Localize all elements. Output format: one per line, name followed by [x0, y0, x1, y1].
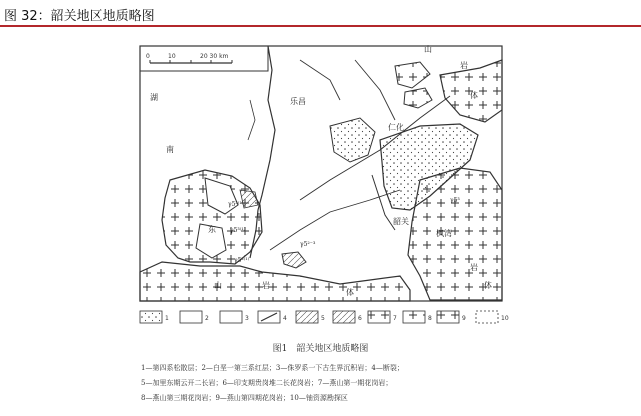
legend-box-8	[403, 311, 425, 323]
north-small-body	[395, 62, 430, 88]
label-ti-south: 体	[346, 288, 354, 297]
legend-num-2: 2	[205, 315, 209, 322]
label-south: 南	[166, 145, 174, 154]
label-dong: 东	[208, 225, 216, 234]
label-gamma-c: γ5²⁽¹⁾	[234, 257, 250, 264]
label-gamma-d: γ5³	[450, 197, 460, 204]
label-lake: 湖	[150, 93, 158, 102]
legend-box-2	[180, 311, 202, 323]
label-ti-se: 体	[484, 281, 492, 290]
legend-num-3: 3	[245, 315, 249, 322]
label-yan-se: 岩	[470, 263, 478, 272]
scale-tick-20-30: 20 30 km	[200, 53, 229, 60]
legend-box-10	[476, 311, 498, 323]
legend-box-3	[220, 311, 242, 323]
legend-text-line-1: 1—第四系松散层；2—白垩一第三系红层；3—侏罗系一下古生界沉积岩；4—断裂；	[141, 364, 404, 372]
legend-num-10: 10	[501, 315, 509, 322]
label-renhua: 仁化	[388, 123, 404, 132]
label-shaoguan: 韶关	[393, 217, 409, 226]
legend-box-7	[368, 311, 390, 323]
label-gamma-a: γ5³⁽¹⁾	[228, 201, 244, 208]
label-yan-ne: 岩	[460, 61, 468, 70]
label-fengwan: 枫湾	[436, 229, 452, 238]
southern-granite-belt	[140, 262, 410, 301]
label-yan-south: 岩	[262, 281, 270, 290]
label-gamma-e: γ5²⁻³	[300, 241, 316, 248]
scale-bar	[140, 46, 268, 71]
legend-num-9: 9	[462, 315, 466, 322]
legend-num-1: 1	[165, 315, 169, 322]
legend-box-1	[140, 311, 162, 323]
scale-tick-10: 10	[168, 53, 176, 60]
scale-tick-0: 0	[146, 53, 150, 60]
legend-box-5	[296, 311, 318, 323]
label-shan-south: 山	[214, 281, 222, 290]
legend-text-line-2: 5—加里东期云开二长岩；6—印支期贵岗堆二长花岗岩；7—燕山第一期花岗岩；	[141, 379, 393, 387]
legend-num-7: 7	[393, 315, 397, 322]
legend-num-8: 8	[428, 315, 432, 322]
label-lechang: 乐昌	[290, 97, 306, 106]
legend-num-5: 5	[321, 315, 325, 322]
figure-caption: 图1 韶关地区地质略图	[272, 344, 369, 354]
label-shan-north: 山	[424, 45, 432, 54]
small-intrusion	[282, 252, 306, 268]
legend-num-6: 6	[358, 315, 362, 322]
legend-box-9	[437, 311, 459, 323]
label-gamma-b: γ5³⁽¹⁾	[230, 227, 246, 234]
legend-box-6	[333, 311, 355, 323]
legend-text-line-3: 8—燕山第三期花岗岩；9—燕山第四期花岗岩；10—铀资源勘探区	[141, 394, 348, 402]
legend-num-4: 4	[283, 315, 287, 322]
map-legend	[140, 311, 509, 323]
label-ti-ne: 体	[470, 91, 478, 100]
figure-title: 图 32：韶关地区地质略图	[4, 9, 155, 24]
central-dotted-body	[330, 118, 375, 162]
